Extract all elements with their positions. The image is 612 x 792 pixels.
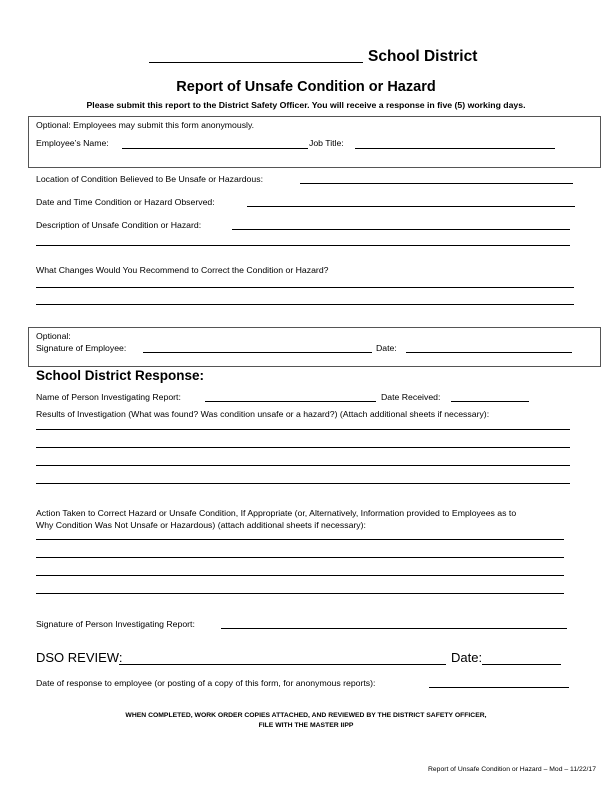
page-title: Report of Unsafe Condition or Hazard [176, 79, 436, 95]
employee-date-line [406, 352, 572, 353]
job-title-line [355, 148, 555, 149]
district-response-heading: School District Response: [36, 368, 205, 383]
action-line-1[interactable] [36, 539, 564, 540]
job-title-label: Job Title: [309, 138, 344, 148]
employee-date-field[interactable] [407, 341, 571, 352]
dso-date-field[interactable] [483, 650, 560, 664]
revision-note: Report of Unsafe Condition or Hazard – Mod – 11/22/17 [427, 766, 596, 773]
date-received-line [451, 401, 529, 402]
action-label-2: Why Condition Was Not Unsafe or Hazardous) (attach additional sheets if necessary): [36, 520, 366, 530]
investigator-name-line [205, 401, 376, 402]
anonymous-note: Optional: Employees may submit this form anonymously. [36, 120, 255, 130]
results-line-4[interactable] [36, 483, 570, 484]
changes-label: What Changes Would You Recommend to Correct the Condition or Hazard? [36, 265, 329, 275]
changes-line-2[interactable] [36, 304, 574, 305]
response-date-field[interactable] [430, 676, 568, 687]
date-received-field[interactable] [452, 390, 528, 401]
employee-name-line [122, 148, 308, 149]
response-date-label: Date of response to employee (or posting of a copy of this form, for anonymous reports): [36, 678, 376, 688]
date-time-observed-field[interactable] [248, 195, 574, 206]
dso-date-label: Date: [451, 650, 483, 665]
district-label: School District [368, 48, 478, 65]
job-title-field[interactable] [356, 137, 554, 148]
action-label-1: Action Taken to Correct Hazard or Unsafe Condition, If Appropriate (or, Alternatively, Information provided to Employees as to [36, 508, 517, 518]
results-line-1[interactable] [36, 429, 570, 430]
footer-line-1: WHEN COMPLETED, WORK ORDER COPIES ATTACHED, AND REVIEWED BY THE DISTRICT SAFETY OFFICER, [125, 712, 487, 719]
action-line-3[interactable] [36, 575, 564, 576]
employee-name-field[interactable] [123, 137, 307, 148]
results-line-2[interactable] [36, 447, 570, 448]
action-line-2[interactable] [36, 557, 564, 558]
district-name-field[interactable] [150, 51, 362, 65]
date-time-observed-label: Date and Time Condition or Hazard Observed: [36, 197, 215, 207]
instructions: Please submit this report to the District Safety Officer. You will receive a response in five (5) working days. [86, 100, 526, 110]
employee-name-label: Employee’s Name: [36, 138, 109, 148]
location-field[interactable] [301, 172, 572, 183]
employee-signature-line[interactable] [143, 352, 372, 353]
investigator-name-field[interactable] [206, 390, 375, 401]
results-label: Results of Investigation (What was found? Was condition unsafe or a hazard?) (Attach additional sheets if necessary): [36, 409, 490, 419]
description-label: Description of Unsafe Condition or Hazard: [36, 220, 202, 230]
dso-date-line [482, 664, 561, 665]
dso-review-line[interactable] [119, 664, 446, 665]
changes-line-1[interactable] [36, 287, 574, 288]
description-line-1[interactable] [232, 229, 570, 230]
investigator-signature-label: Signature of Person Investigating Report: [36, 619, 195, 629]
date-time-observed-line [247, 206, 575, 207]
results-line-3[interactable] [36, 465, 570, 466]
action-line-4[interactable] [36, 593, 564, 594]
signature-optional-label: Optional: [36, 331, 71, 341]
investigator-signature-line[interactable] [221, 628, 567, 629]
footer-line-2: FILE WITH THE MASTER IIPP [258, 722, 354, 729]
response-date-line [429, 687, 569, 688]
employee-signature-label: Signature of Employee: [36, 343, 127, 353]
dso-review-label: DSO REVIEW: [36, 650, 123, 665]
date-received-label: Date Received: [381, 392, 441, 402]
investigator-name-label: Name of Person Investigating Report: [36, 392, 181, 402]
description-line-2[interactable] [36, 245, 570, 246]
location-line [300, 183, 573, 184]
employee-date-label: Date: [376, 343, 397, 353]
location-label: Location of Condition Believed to Be Unsafe or Hazardous: [36, 174, 263, 184]
